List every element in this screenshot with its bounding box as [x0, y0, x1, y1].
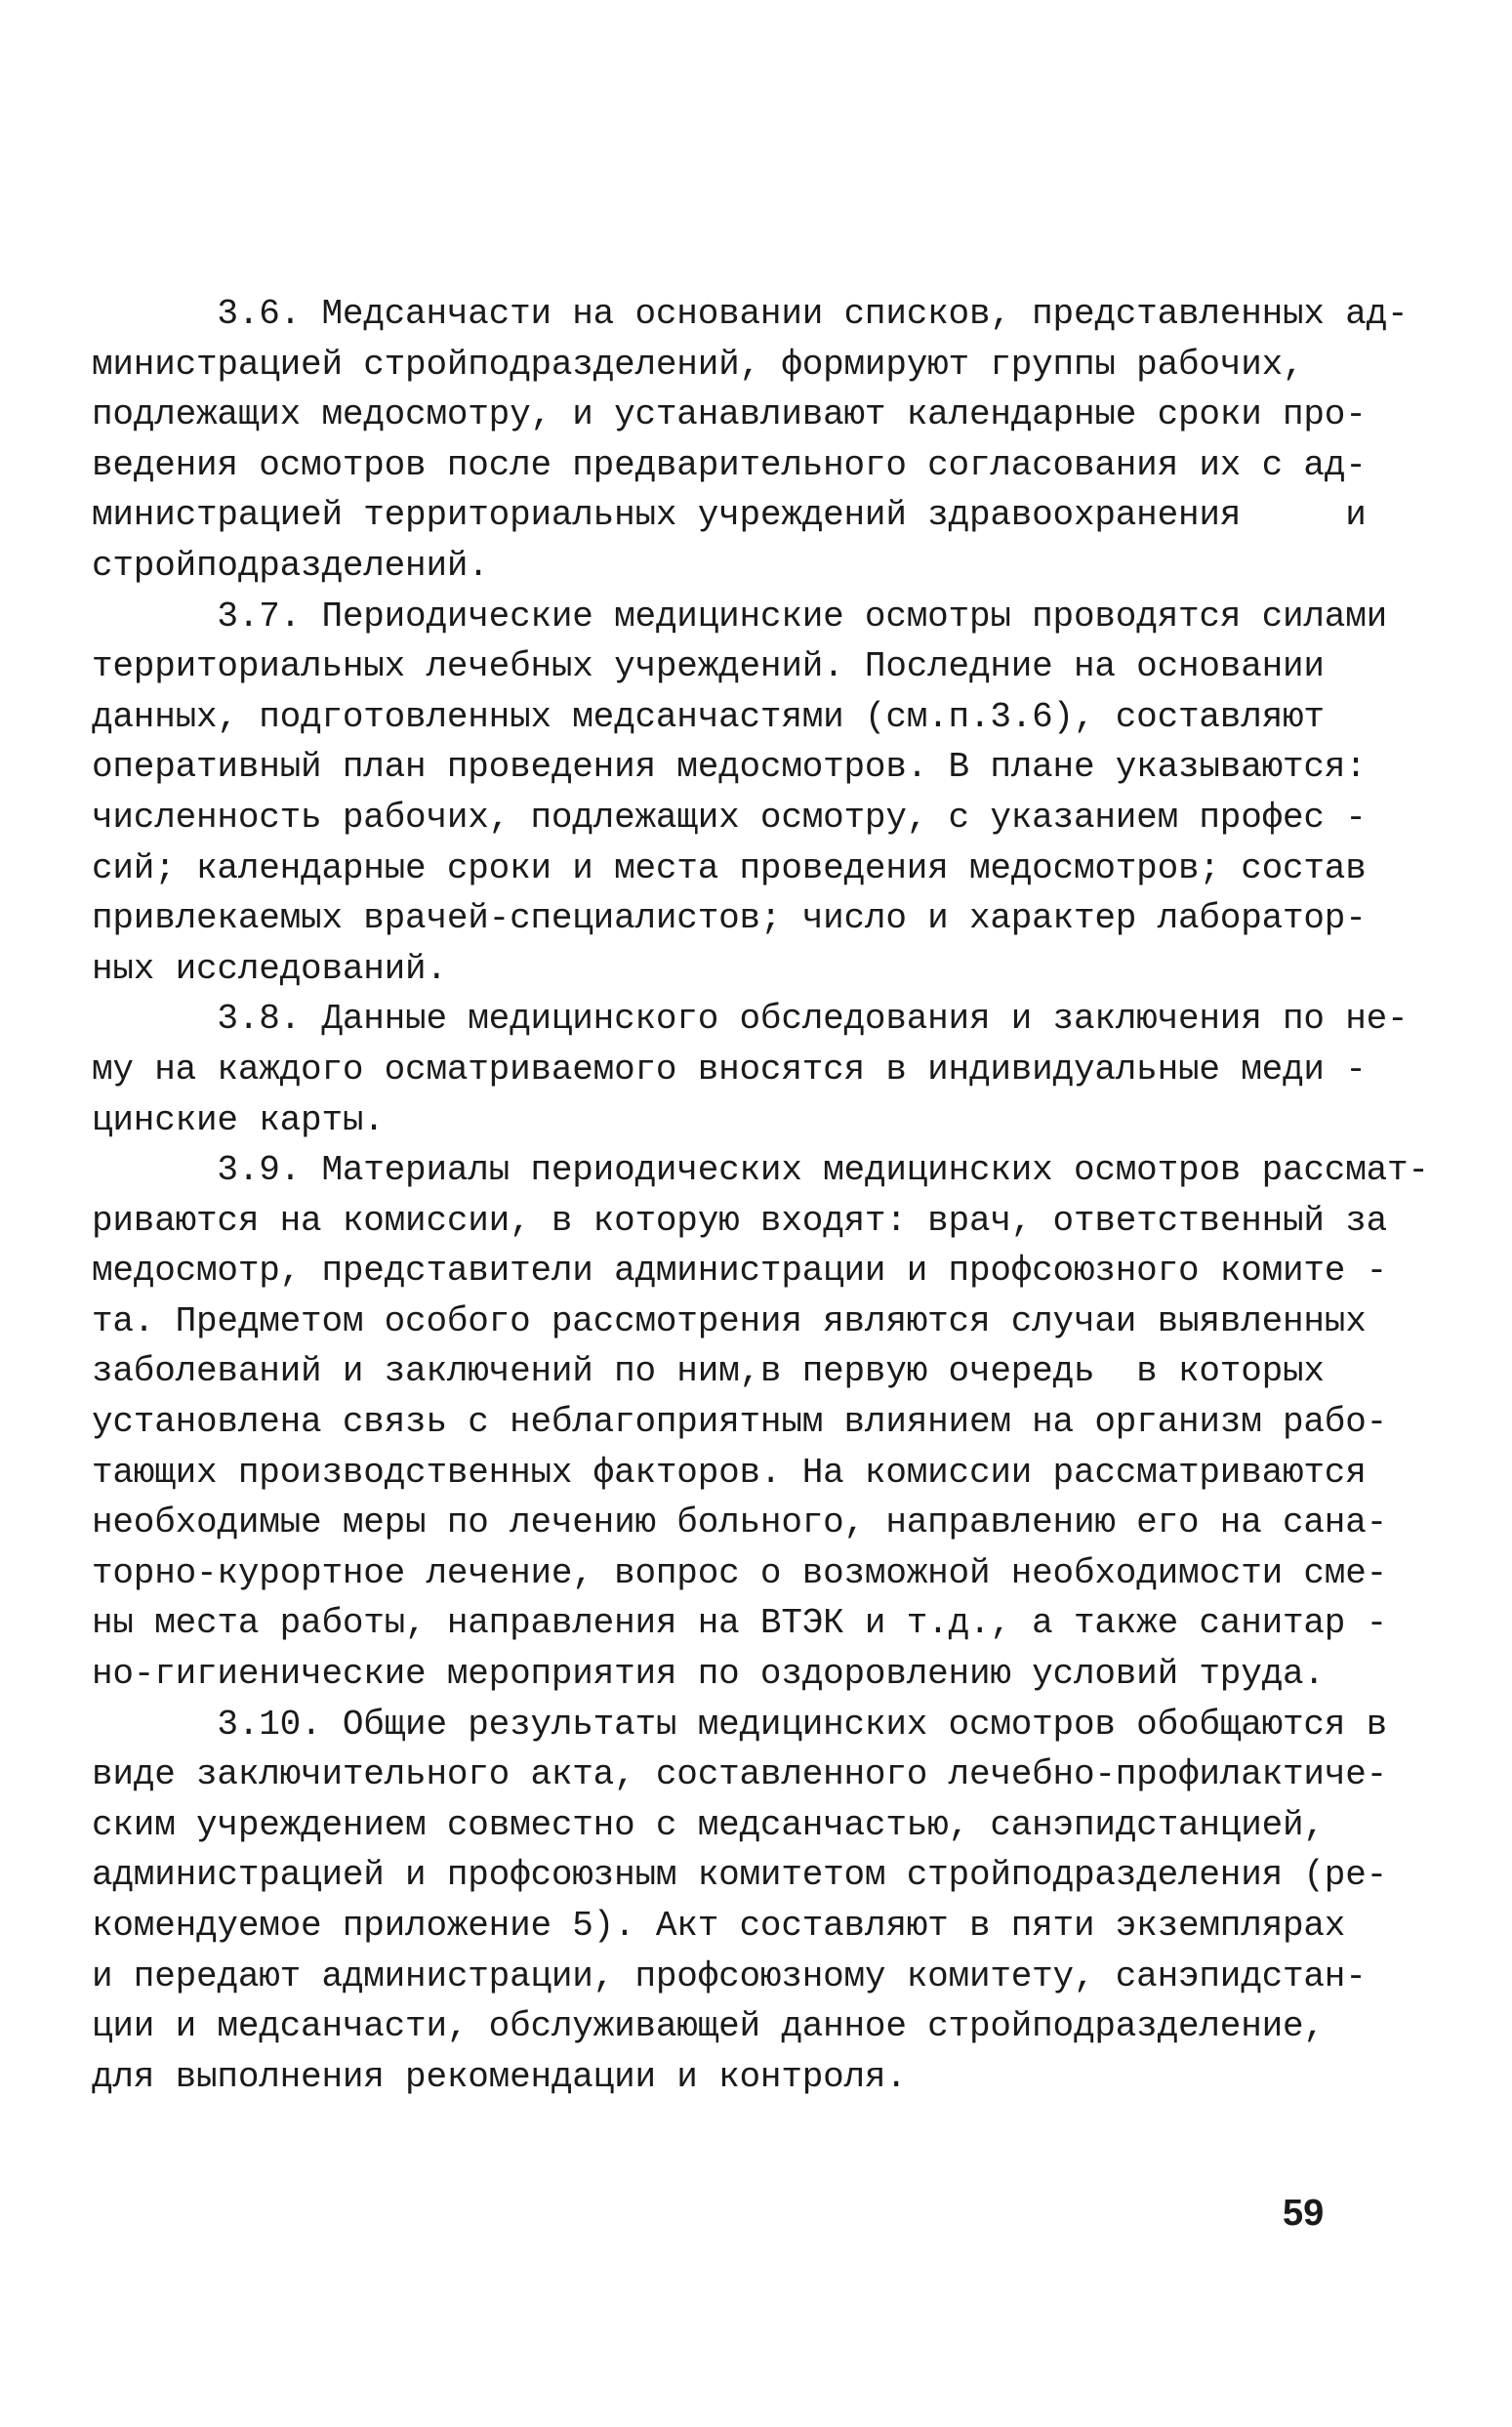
text-line: территориальных лечебных учреждений. Последние на основании	[92, 646, 1325, 687]
text-line: 3.9. Материалы периодических медицинских осмотров рассмат-	[92, 1150, 1429, 1191]
text-line: ским учреждением совместно с медсанчастью, санэпидстанцией,	[92, 1804, 1325, 1845]
text-line: ных исследований.	[92, 948, 447, 989]
text-line: и передают администрации, профсоюзному комитету, санэпидстан-	[92, 1955, 1367, 1996]
text-line: тающих производственных факторов. На комиссии рассматриваются	[92, 1452, 1367, 1493]
text-line: подлежащих медосмотру, и устанавливают календарные сроки про-	[92, 394, 1367, 435]
text-line: но-гигиенические мероприятия по оздоровлению условий труда.	[92, 1654, 1325, 1695]
body-text	[92, 289, 1429, 2102]
text-line: ны места работы, направления на ВТЭК и т.д., а также санитар -	[92, 1603, 1388, 1644]
text-line: администрацией и профсоюзным комитетом стройподразделения (ре-	[92, 1855, 1388, 1896]
text-line: установлена связь с неблагоприятным влиянием на организм рабо-	[92, 1402, 1388, 1443]
text-line: 3.10. Общие результаты медицинских осмотров обобщаются в	[92, 1704, 1388, 1745]
text-line: министрацией стройподразделений, формируют группы рабочих,	[92, 344, 1304, 385]
text-line: численность рабочих, подлежащих осмотру, с указанием профес -	[92, 797, 1367, 838]
text-line: 3.8. Данные медицинского обследования и заключения по не-	[92, 999, 1409, 1040]
text-line: для выполнения рекомендации и контроля.	[92, 2056, 907, 2097]
text-line: необходимые меры по лечению больного, направлению его на сана-	[92, 1502, 1388, 1543]
text-line: заболеваний и заключений по ним,в первую очередь в которых	[92, 1351, 1325, 1392]
text-line: 3.7. Периодические медицинские осмотры проводятся силами	[92, 596, 1388, 637]
text-line: данных, подготовленных медсанчастями (см.п.3.6), составляют	[92, 696, 1325, 737]
text-line: ции и медсанчасти, обслуживающей данное стройподразделение,	[92, 2006, 1325, 2047]
text-line: оперативный план проведения медосмотров. В плане указываются:	[92, 747, 1367, 788]
page-number: 59	[1283, 2193, 1325, 2234]
text-line: привлекаемых врачей-специалистов; число и характер лаборатор-	[92, 898, 1367, 939]
text-line: му на каждого осматриваемого вносятся в индивидуальные меди -	[92, 1049, 1367, 1090]
text-line: стройподразделений.	[92, 545, 489, 586]
text-line: 3.6. Медсанчасти на основании списков, представленных ад-	[92, 294, 1409, 334]
text-line: виде заключительного акта, составленного лечебно-профилактиче-	[92, 1754, 1388, 1795]
text-line: сий; календарные сроки и места проведения медосмотров; состав	[92, 847, 1367, 888]
text-line: министрацией территориальных учреждений здравоохранения и	[92, 495, 1367, 536]
text-line: цинские карты.	[92, 1099, 385, 1140]
text-line: медосмотр, представители администрации и профсоюзного комите -	[92, 1251, 1388, 1292]
text-line: ведения осмотров после предварительного согласования их с ад-	[92, 444, 1367, 485]
text-line: та. Предметом особого рассмотрения являются случаи выявленных	[92, 1300, 1367, 1341]
text-line: комендуемое приложение 5). Акт составляют в пяти экземплярах	[92, 1906, 1346, 1946]
text-line: риваются на комиссии, в которую входят: врач, ответственный за	[92, 1200, 1388, 1241]
text-line: торно-курортное лечение, вопрос о возможной необходимости сме-	[92, 1552, 1388, 1593]
